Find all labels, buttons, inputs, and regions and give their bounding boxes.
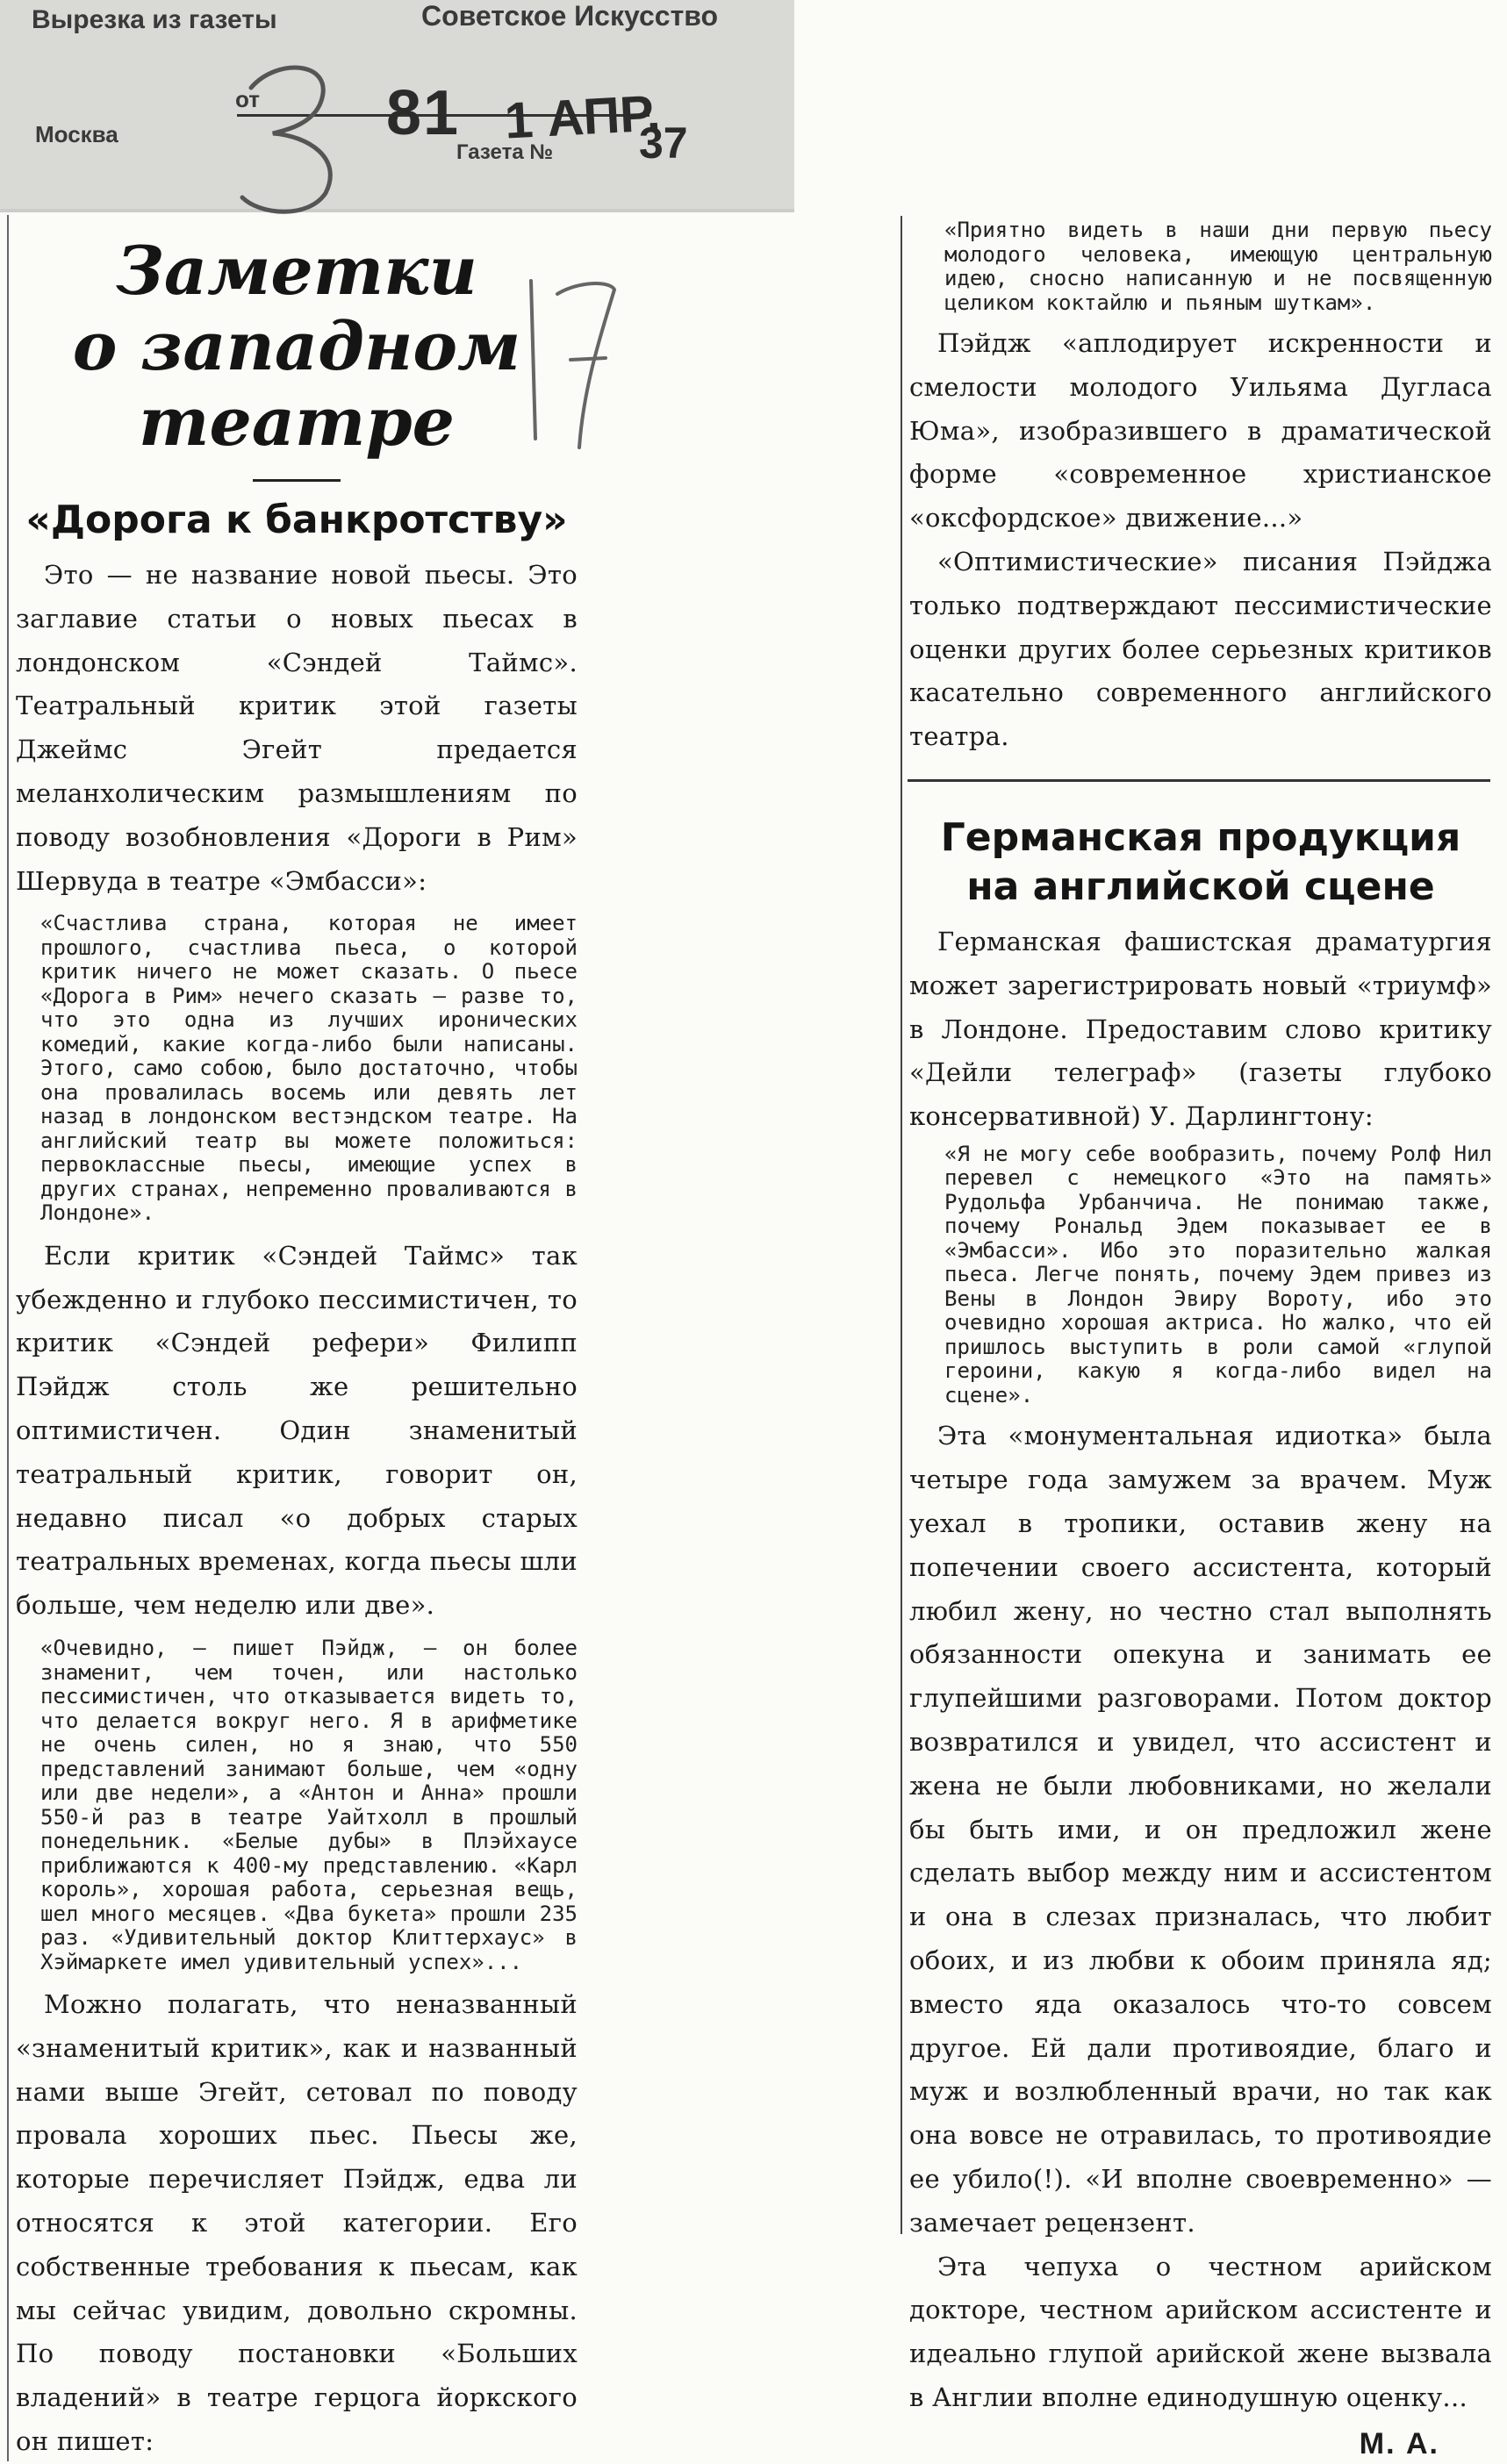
section1-paragraph-5: «Оптимистические» писания Пэйджа только подтверждают пессимистические оценки других более серьезных критиков касательно современного английского театра. xyxy=(909,546,1492,752)
stamp-month: 1 АПР. xyxy=(503,84,662,150)
newspaper-name: Советское Искусство xyxy=(421,0,719,32)
column-divider xyxy=(901,216,902,2234)
section2-paragraph-2: Эта «монументальная идиотка» была четыре года замужем за врачем. Муж уехал в тропики, оставив жену на попечении своего ассистента, который любил жену, но честно стал выполнять обязанности опекуна и занимать ее глупейшими разговорами. Потом доктор возвратился и увидел, что ассистент и жена не были любовниками, но желали бы быть ими, и он предложил жене сделать выбор между ним и ассистентом и она в слезах призналась, что любит обоих, и из любви к обоим приняла яд; вместо яда оказалось что-то совсем другое. Ей дали противоядие, благо и муж и возлюбленный врачи, но так как она вовсе не отравилась, то противоядие ее убило(!). «И вполне своевременно» — замечает рецензент. xyxy=(909,1421,1492,2238)
section1-paragraph-4: Пэйдж «аплодирует искренности и смелости молодого Уильяма Дугласа Юма», изобразившего в драматической форме «современное христианское «оксфордское» движение...» xyxy=(909,328,1492,534)
newspaper-number: 37 xyxy=(639,118,688,168)
section1-paragraph-2: Если критик «Сэндей Таймс» так убежденно и глубоко пессимистичен, то критик «Сэндей рефери» Филипп Пэйдж столь же решительно оптимистичен. Один знаменитый театральный критик, говорит он, недавно писал «о добрых старых театральных временах, когда пьесы шли больше, чем неделю или две». xyxy=(16,1240,578,1621)
section1-title: «Дорога к банкротству» xyxy=(25,498,568,542)
stamp-day: 81 xyxy=(386,78,461,148)
clipping-label: Вырезка из газеты xyxy=(32,5,277,34)
section2-paragraph-3: Эта чепуха о честном арийском докторе, честном арийском ассистенте и идеально глупой арийской жене вызвала в Англии вполне единодушную оценку... xyxy=(909,2251,1492,2412)
left-column xyxy=(16,219,578,2464)
right-column xyxy=(909,215,1492,2461)
newspaper-number-label: Газета № xyxy=(456,140,554,164)
clipping-header-strip xyxy=(0,0,794,212)
section1-paragraph-3: Можно полагать, что неназванный «знаменитый критик», как и названный нами выше Эгейт, сетовал по поводу провала хороших пьес. Пьесы же, которые перечисляет Пэйдж, едва ли относятся к этой категории. Его собственные требования к пьесам, как мы сейчас увидим, довольно скромны. По поводу постановки «Больших владений» в театре герцога йоркского он пишет: xyxy=(16,1989,578,2457)
title-rule xyxy=(253,479,341,482)
article-title: Заметки о западном театре xyxy=(72,232,521,461)
section1-paragraph-1: Это — не название новой пьесы. Это заглавие статьи о новых пьесах в лондонском «Сэндей Таймс». Театральный критик этой газеты Джеймс Эгейт предается меланхолическим размышлениям по поводу возобновления «Дороги в Рим» Шервуда в театре «Эмбасси»: xyxy=(16,560,578,896)
section1-quote-2: «Очевидно, — пишет Пэйдж, — он более знаменит, чем точен, или настолько пессимистичен, что отказывается видеть то, что делается вокруг него. Я в арифметике не очень силен, но я знаю, что 550 представлений занимают больше, чем «одну или две недели», а «Антон и Анна» прошли 550-й раз в театре Уайтхолл в прошлый понедельник. «Белые дубы» в Плэйхаусе приближаются к 400-му представлению. «Карл король», хорошая работа, серьезная вещь, шел много месяцев. «Два букета» прошли 235 раз. «Удивительный доктор Клиттерхаус» в Хэймаркете имел удивительный успех»... xyxy=(40,1636,578,1974)
section-spacer xyxy=(909,759,1492,799)
section1-quote-1: «Счастлива страна, которая не имеет прошлого, счастлива пьеса, о которой критик ничего не может сказать. О пьесе «Дорога в Рим» нечего сказать — разве то, что это одна из лучших иронических комедий, какие когда-либо были написаны. Этого, само собою, было достаточно, чтобы она провалилась восемь или девять лет назад в лондонском вестэндском театре. На английский театр вы можете положиться: первоклассные пьесы, имеющие успех в других странах, непременно проваливаются в Лондоне». xyxy=(40,911,578,1226)
section1-quote-3: «Приятно видеть в наши дни первую пьесу молодого человека, имеющую центральную идею, сносно написанную и не посвященную целиком коктайлю и пьяным шуткам». xyxy=(944,218,1492,315)
clipping-left-edge xyxy=(7,215,9,2461)
city-label: Москва xyxy=(35,121,118,147)
section2-quote-1: «Я не могу себе вообразить, почему Ролф Нил перевел с немецкого «Это на память» Рудольфа Урбанчича. Не понимаю также, почему Рональд Эдем показывает ее в «Эмбасси». Ибо это поразительно жалкая пьеса. Легче понять, почему Эдем привез из Вены в Лондон Эвиру Вороту, ибо это очевидно хорошая актриса. Но жалко, что ей пришлось выступить в роли самой «глупой героини, какую я когда-либо видел на сцене». xyxy=(944,1141,1492,1407)
from-label: от xyxy=(235,86,260,112)
section2-paragraph-1: Германская фашистская драматургия может зарегистрировать новый «триумф» в Лондоне. Предоставим слово критику «Дейли телеграф» (газеты глубоко консервативной) У. Дарлингтону: xyxy=(909,926,1492,1132)
author-signature: М. А. xyxy=(1359,2426,1439,2460)
section2-title: Германская продукция на английской сцене xyxy=(940,814,1461,909)
handwritten-mark-3 xyxy=(225,53,356,219)
